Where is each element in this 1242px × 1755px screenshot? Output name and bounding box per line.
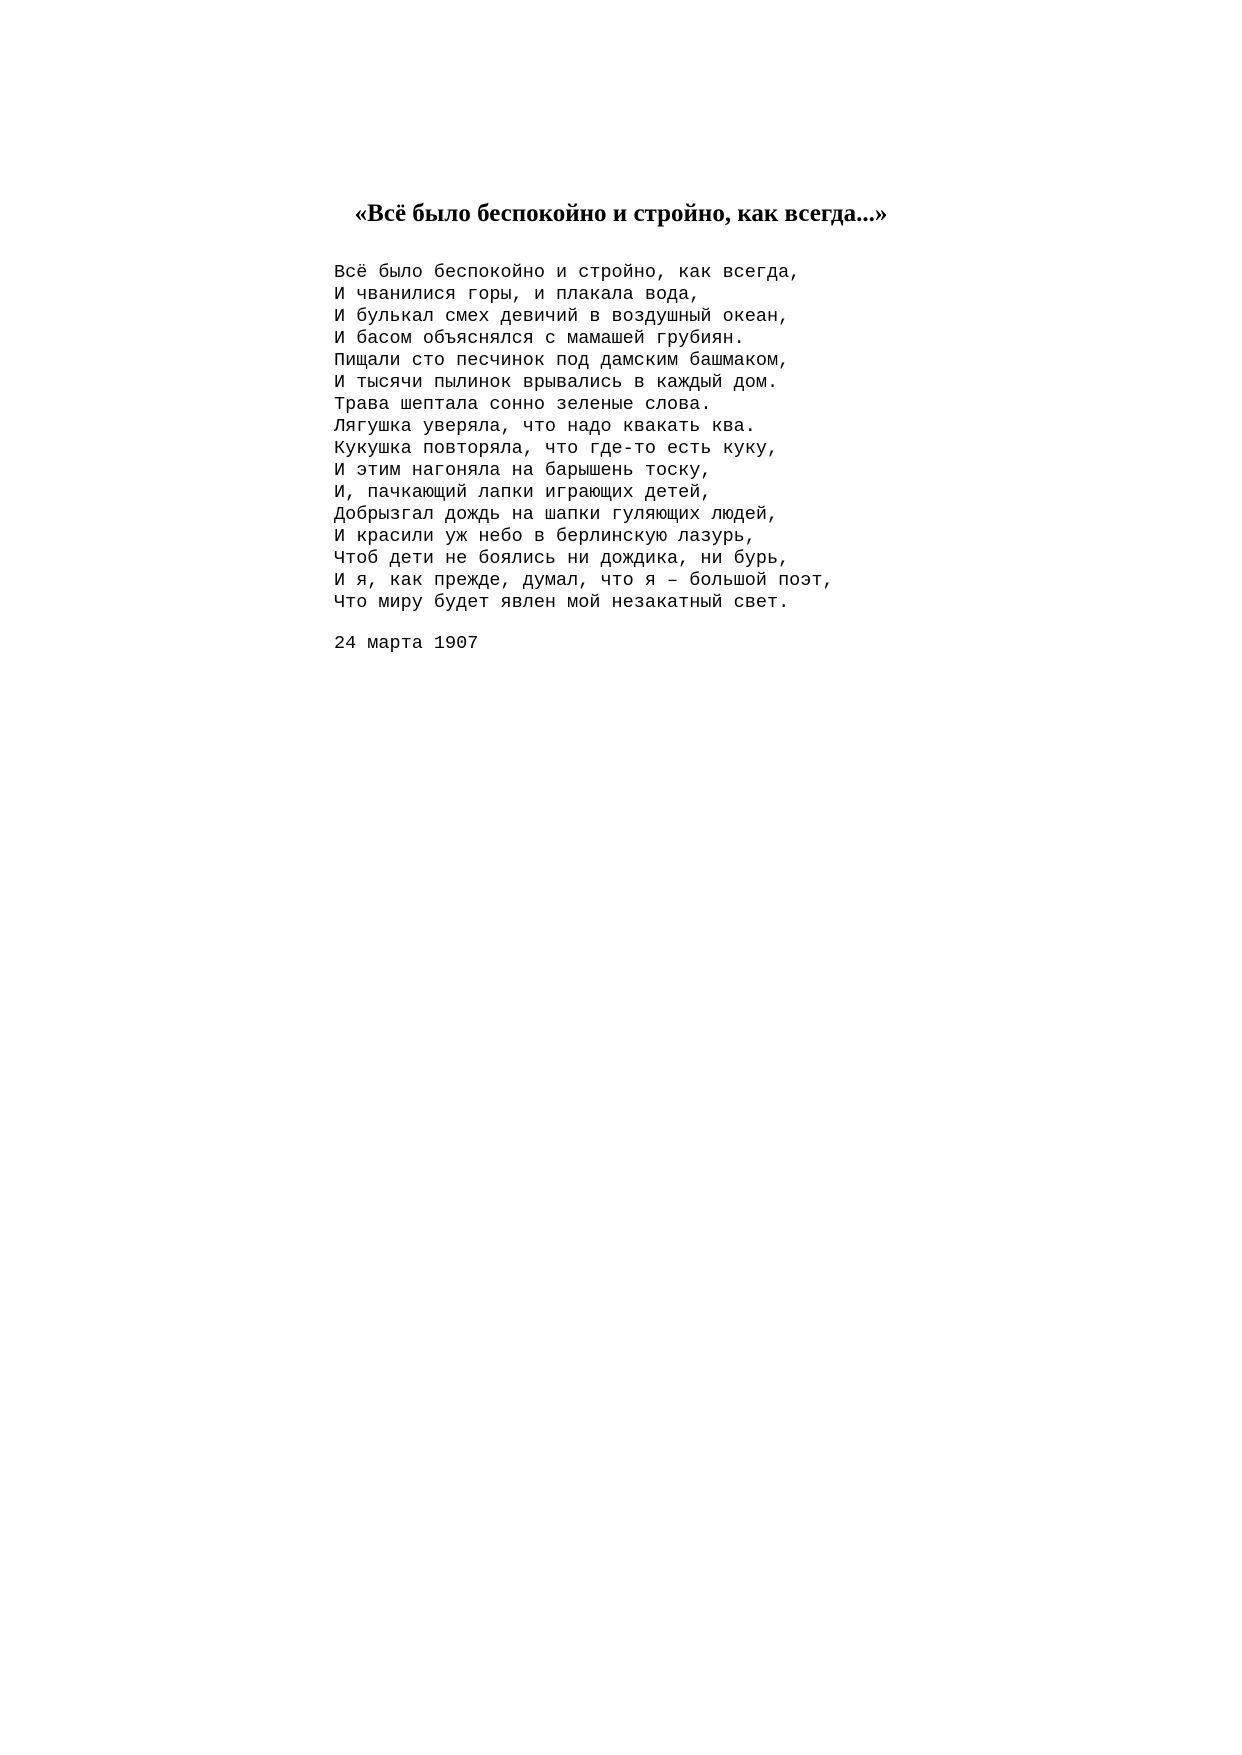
poem-line: И тысячи пылинок врывались в каждый дом. (334, 372, 779, 393)
poem-line: И красили уж небо в берлинскую лазурь, (334, 526, 756, 547)
poem-line: Что миру будет явлен мой незакатный свет. (334, 592, 790, 613)
poem-line: Пищали сто песчинок под дамским башмаком, (334, 350, 790, 371)
poem-title: «Всё было беспокойно и стройно, как всегда...» (354, 200, 888, 227)
poem-line: Добрызгал дождь на шапки гуляющих людей, (334, 504, 779, 525)
poem-line: Кукушка повторяла, что где-то есть куку, (334, 438, 779, 459)
poem-line: И булькал смех девичий в воздушный океан, (334, 306, 790, 327)
poem-line: Всё было беспокойно и стройно, как всегда, (334, 262, 801, 283)
poem-line: И чванилися горы, и плакала вода, (334, 284, 701, 305)
poem-line: Чтоб дети не боялись ни дождика, ни бурь, (334, 548, 790, 569)
poem-line: И басом объяснялся с мамашей грубиян. (334, 328, 745, 349)
poem-line: И я, как прежде, думал, что я – большой поэт, (334, 570, 834, 591)
poem-line: Трава шептала сонно зеленые слова. (334, 394, 712, 415)
poem-line: И этим нагоняла на барышень тоску, (334, 460, 712, 481)
poem-date: 24 марта 1907 (334, 633, 479, 654)
poem-line: Лягушка уверяла, что надо квакать ква. (334, 416, 756, 437)
poem-body (334, 262, 834, 614)
poem-line: И, пачкающий лапки играющих детей, (334, 482, 712, 503)
